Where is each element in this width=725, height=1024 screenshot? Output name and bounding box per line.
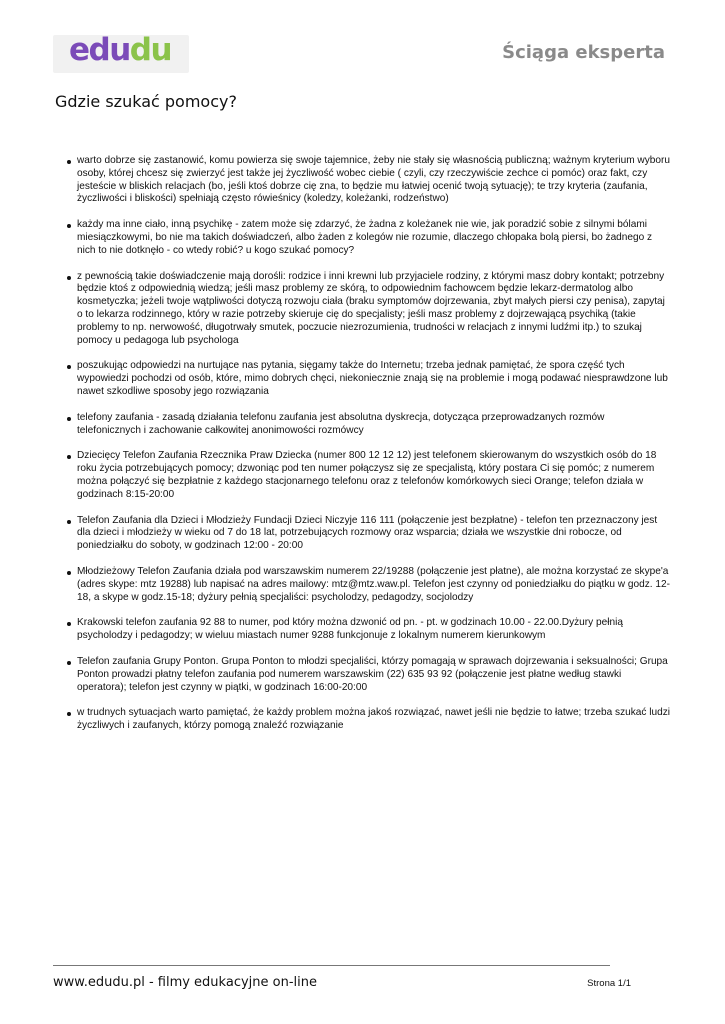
- list-item: warto dobrze się zastanowić, komu powierza się swoje tajemnice, żeby nie stały się własnością publiczną; ważnym kryterium wyboru osoby, której chcesz się zwierzyć jest także jej życzliwość wobec ciebie ( czyli, czy rzeczywiście zechce ci pomóc) oraz fakt, czy jesteście w bliskich relacjach (bo, jeśli ktoś dobrze cię zna, to będzie mu łatwiej ocenić twoją sytuację); te trzy kryteria (zaufania, życzliwości i bliskości) spełniają często rówieśnicy (koledzy, koleżanki, rodzeństwo): [66, 155, 671, 206]
- logo-text: [69, 31, 171, 69]
- page-number: Strona 1/1: [587, 978, 631, 989]
- footer-site-text: www.edudu.pl - filmy edukacyjne on-line: [53, 975, 317, 990]
- page-title: Gdzie szukać pomocy?: [55, 92, 237, 111]
- footer-divider: [53, 965, 610, 966]
- list-item: telefony zaufania - zasadą działania telefonu zaufania jest absolutna dyskrecja, dotycząca przeprowadzanych rozmów telefonicznych i zachowanie całkowitej anonimowości rozmówcy: [66, 412, 671, 438]
- list-item: w trudnych sytuacjach warto pamiętać, że każdy problem można jakoś rozwiązać, nawet jeśli nie będzie to łatwe; trzeba szukać ludzi życzliwych i zaufanych, którzy pomogą znaleźć rozwiązanie: [66, 707, 671, 733]
- list-item: z pewnością takie doświadczenie mają dorośli: rodzice i inni krewni lub przyjaciele rodziny, z którymi masz dobry kontakt; potrzebny będzie ktoś z odpowiednią wiedzą; jeśli masz problemy ze skórą, to odpowiednim fachowcem będzie lekarz-dermatolog albo kosmetyczka; jeżeli twoje wątpliwości dotyczą rozwoju ciała (braku symptomów dojrzewania, zbyt małych piersi czy penisa), zapytaj o to lekarza rodzinnego, który w razie potrzeby skieruje cię do specjalisty; jeśli masz problemy z dojrzewającą psychiką (takie problemy to np. nerwowość, długotrwały smutek, poczucie niezrozumienia, trudności w relacjach z innymi ludźmi itp.) to szukaj pomocy u pedagoga lub psychologa: [66, 271, 671, 348]
- logo-part-edu: edu: [69, 32, 130, 68]
- list-item: każdy ma inne ciało, inną psychikę - zatem może się zdarzyć, że żadna z koleżanek nie wie, jak poradzić sobie z silnymi bólami miesiączkowymi, bo nie ma takich doświadczeń, albo żaden z kolegów nie rozumie, dlaczego chłopaka bolą piersi, bo żadnego z nich to nie dotknęło - co wtedy robić? u kogo szukać pomocy?: [66, 219, 671, 257]
- list-item: Młodzieżowy Telefon Zaufania działa pod warszawskim numerem 22/19288 (połączenie jest płatne), ale można korzystać ze skype'a (adres skype: mtz 19288) lub napisać na adres mailowy: mtz@mtz.waw.pl. Telefon jest czynny od poniedziałku do piątku w godz. 12-18, a skype w godz.15-18; dyżury pełnią specjaliści: psycholodzy, pedagodzy, socjolodzy: [66, 566, 671, 604]
- logo: [53, 32, 189, 73]
- list-item: poszukując odpowiedzi na nurtujące nas pytania, sięgamy także do Internetu; trzeba jednak pamiętać, że spora część tych wypowiedzi pochodzi od osób, które, mimo dobrych chęci, niekoniecznie znają się na problemie i mogą podawać niesprawdzone lub nawet szkodliwe sposoby jego rozwiązania: [66, 360, 671, 398]
- list-item: Telefon Zaufania dla Dzieci i Młodzieży Fundacji Dzieci Niczyje 116 111 (połączenie jest bezpłatne) - telefon ten przeznaczony jest dla dzieci i młodzieży w wieku od 7 do 18 lat, potrzebujących rozmowy oraz wsparcia; działa we wszystkie dni robocze, od poniedziałku do soboty, w godzinach 12:00 - 20:00: [66, 515, 671, 553]
- list-item: Krakowski telefon zaufania 92 88 to numer, pod który można dzwonić od pn. - pt. w godzinach 10.00 - 22.00.Dyżury pełnią psycholodzy i pedagodzy; w wieluu miastach numer 9288 funkcjonuje z lokalnym numerem kierunkowym: [66, 617, 671, 643]
- list-item: Telefon zaufania Grupy Ponton. Grupa Ponton to młodzi specjaliści, którzy pomagają w sprawach dojrzewania i seksualności; Grupa Ponton prowadzi płatny telefon zaufania pod numerem warszawskim (22) 635 93 92 (połączenie jest płatne według stawki operatora); telefon jest czynny w piątki, w godzinach 16:00-20:00: [66, 656, 671, 694]
- bullet-list: [66, 155, 671, 746]
- logo-part-du: du: [129, 32, 172, 68]
- header-subtitle: Ściąga eksperta: [502, 42, 665, 63]
- list-item: Dziecięcy Telefon Zaufania Rzecznika Praw Dziecka (numer 800 12 12 12) jest telefonem skierowanym do wszystkich osób do 18 roku życia potrzebujących pomocy; dzwoniąc pod ten numer połączysz się ze specjalistą, który postara Ci się pomóc; z numerem można połączyć się bezpłatnie z każdego stacjonarnego telefonu oraz z telefonów komórkowych sieci Orange; telefon działa w godzinach 8:15-20:00: [66, 450, 671, 501]
